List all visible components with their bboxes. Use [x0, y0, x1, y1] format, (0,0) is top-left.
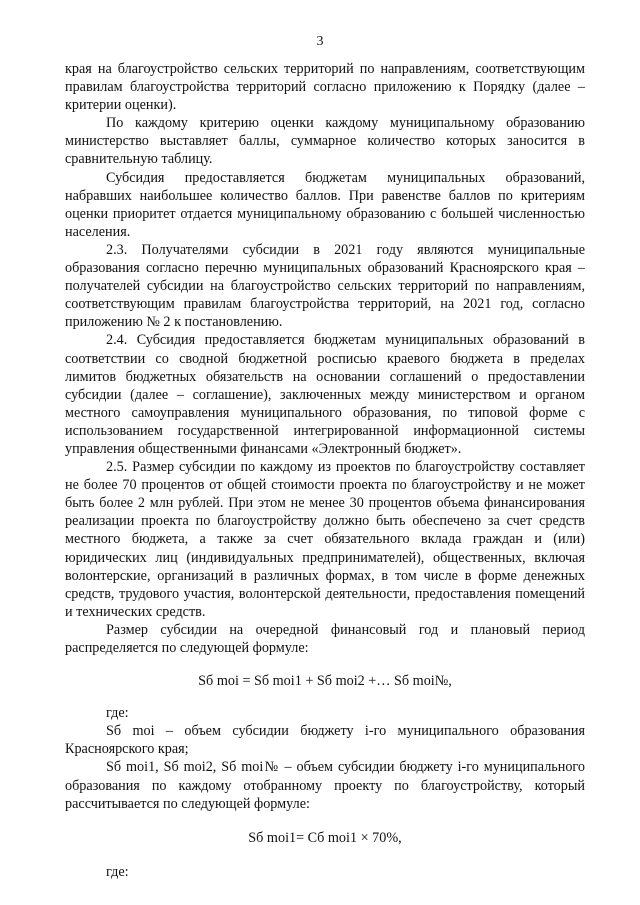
paragraph-definition-per-project: Sб moi1, Sб moi2, Sб moi№ – объем субсидии бюджету i-го муниципального образования по каждому отобранному проекту по благоустройству, который рассчитывается по следующей формуле:: [65, 759, 585, 812]
paragraph-2-5: 2.5. Размер субсидии по каждому из проектов по благоустройству составляет не более 70 процентов от общей стоимости проекта по благоустройству и не может быть более 2 млн рублей. При этом не менее 30 процентов объема финансирования реализации проекта по благоустройству должно быть обеспечено за счет средств местного бюджета, а также за счет обязательного вклада граждан и (или) юридических лиц (индивидуальных предпринимателей), общественных, включая волонтерские, организаций в различных формах, в том числе в форме денежных средств, трудового участия, волонтерской деятельности, предоставления помещений и технических средств.: [65, 459, 585, 620]
paragraph-definition-sb-moi: Sб moi – объем субсидии бюджету i-го муниципального образования Красноярского края;: [65, 723, 585, 758]
paragraph-2-3: 2.3. Получателями субсидии в 2021 году являются муниципальные образования согласно перечню муниципальных образований Красноярского края – получателей субсидии на благоустройство сельских территорий по направлениям, соответствующим правилам благоустройства территорий, на 2021 год, согласно приложению № 2 к постановлению.: [65, 241, 585, 331]
formula-per-project: Sб moi1= Cб moi1 × 70%,: [248, 829, 402, 846]
paragraph-criteria-end: края на благоустройство сельских территорий по направлениям, соответствующим правилам благоустройства территорий согласно приложению к Порядку (далее – критерии оценки).: [65, 61, 585, 114]
paragraph-subsidy-priority: Субсидия предоставляется бюджетам муниципальных образований, набравших наибольшее количество баллов. При равенстве баллов по критериям оценки приоритет отдается муниципальному образованию с большей численностью населения.: [65, 169, 585, 240]
paragraph-scoring: По каждому критерию оценки каждому муниципальному образованию министерство выставляет баллы, суммарное количество которых заносится в сравнительную таблицу.: [65, 115, 585, 168]
formula-total: Sб moi = Sб moi1 + Sб moi2 +… Sб moi№,: [198, 673, 452, 690]
paragraph-2-4: 2.4. Субсидия предоставляется бюджетам муниципальных образований в соответствии со сводной бюджетной росписью краевого бюджета в пределах лимитов бюджетных обязательств на основании соглашений о предоставлении субсидии (далее – соглашение), заключенных между министерством и органом местного самоуправления муниципального образования, по типовой форме с использованием государственной интегрированной информационной системы управления общественными финансами «Электронный бюджет».: [65, 332, 585, 457]
body-text: [65, 60, 585, 881]
where-label-1: где:: [106, 705, 129, 722]
where-label-2: где:: [106, 863, 129, 880]
paragraph-distribution: Размер субсидии на очередной финансовый год и плановый период распределяется по следующей формуле:: [65, 621, 585, 656]
page-number: 3: [316, 34, 324, 49]
